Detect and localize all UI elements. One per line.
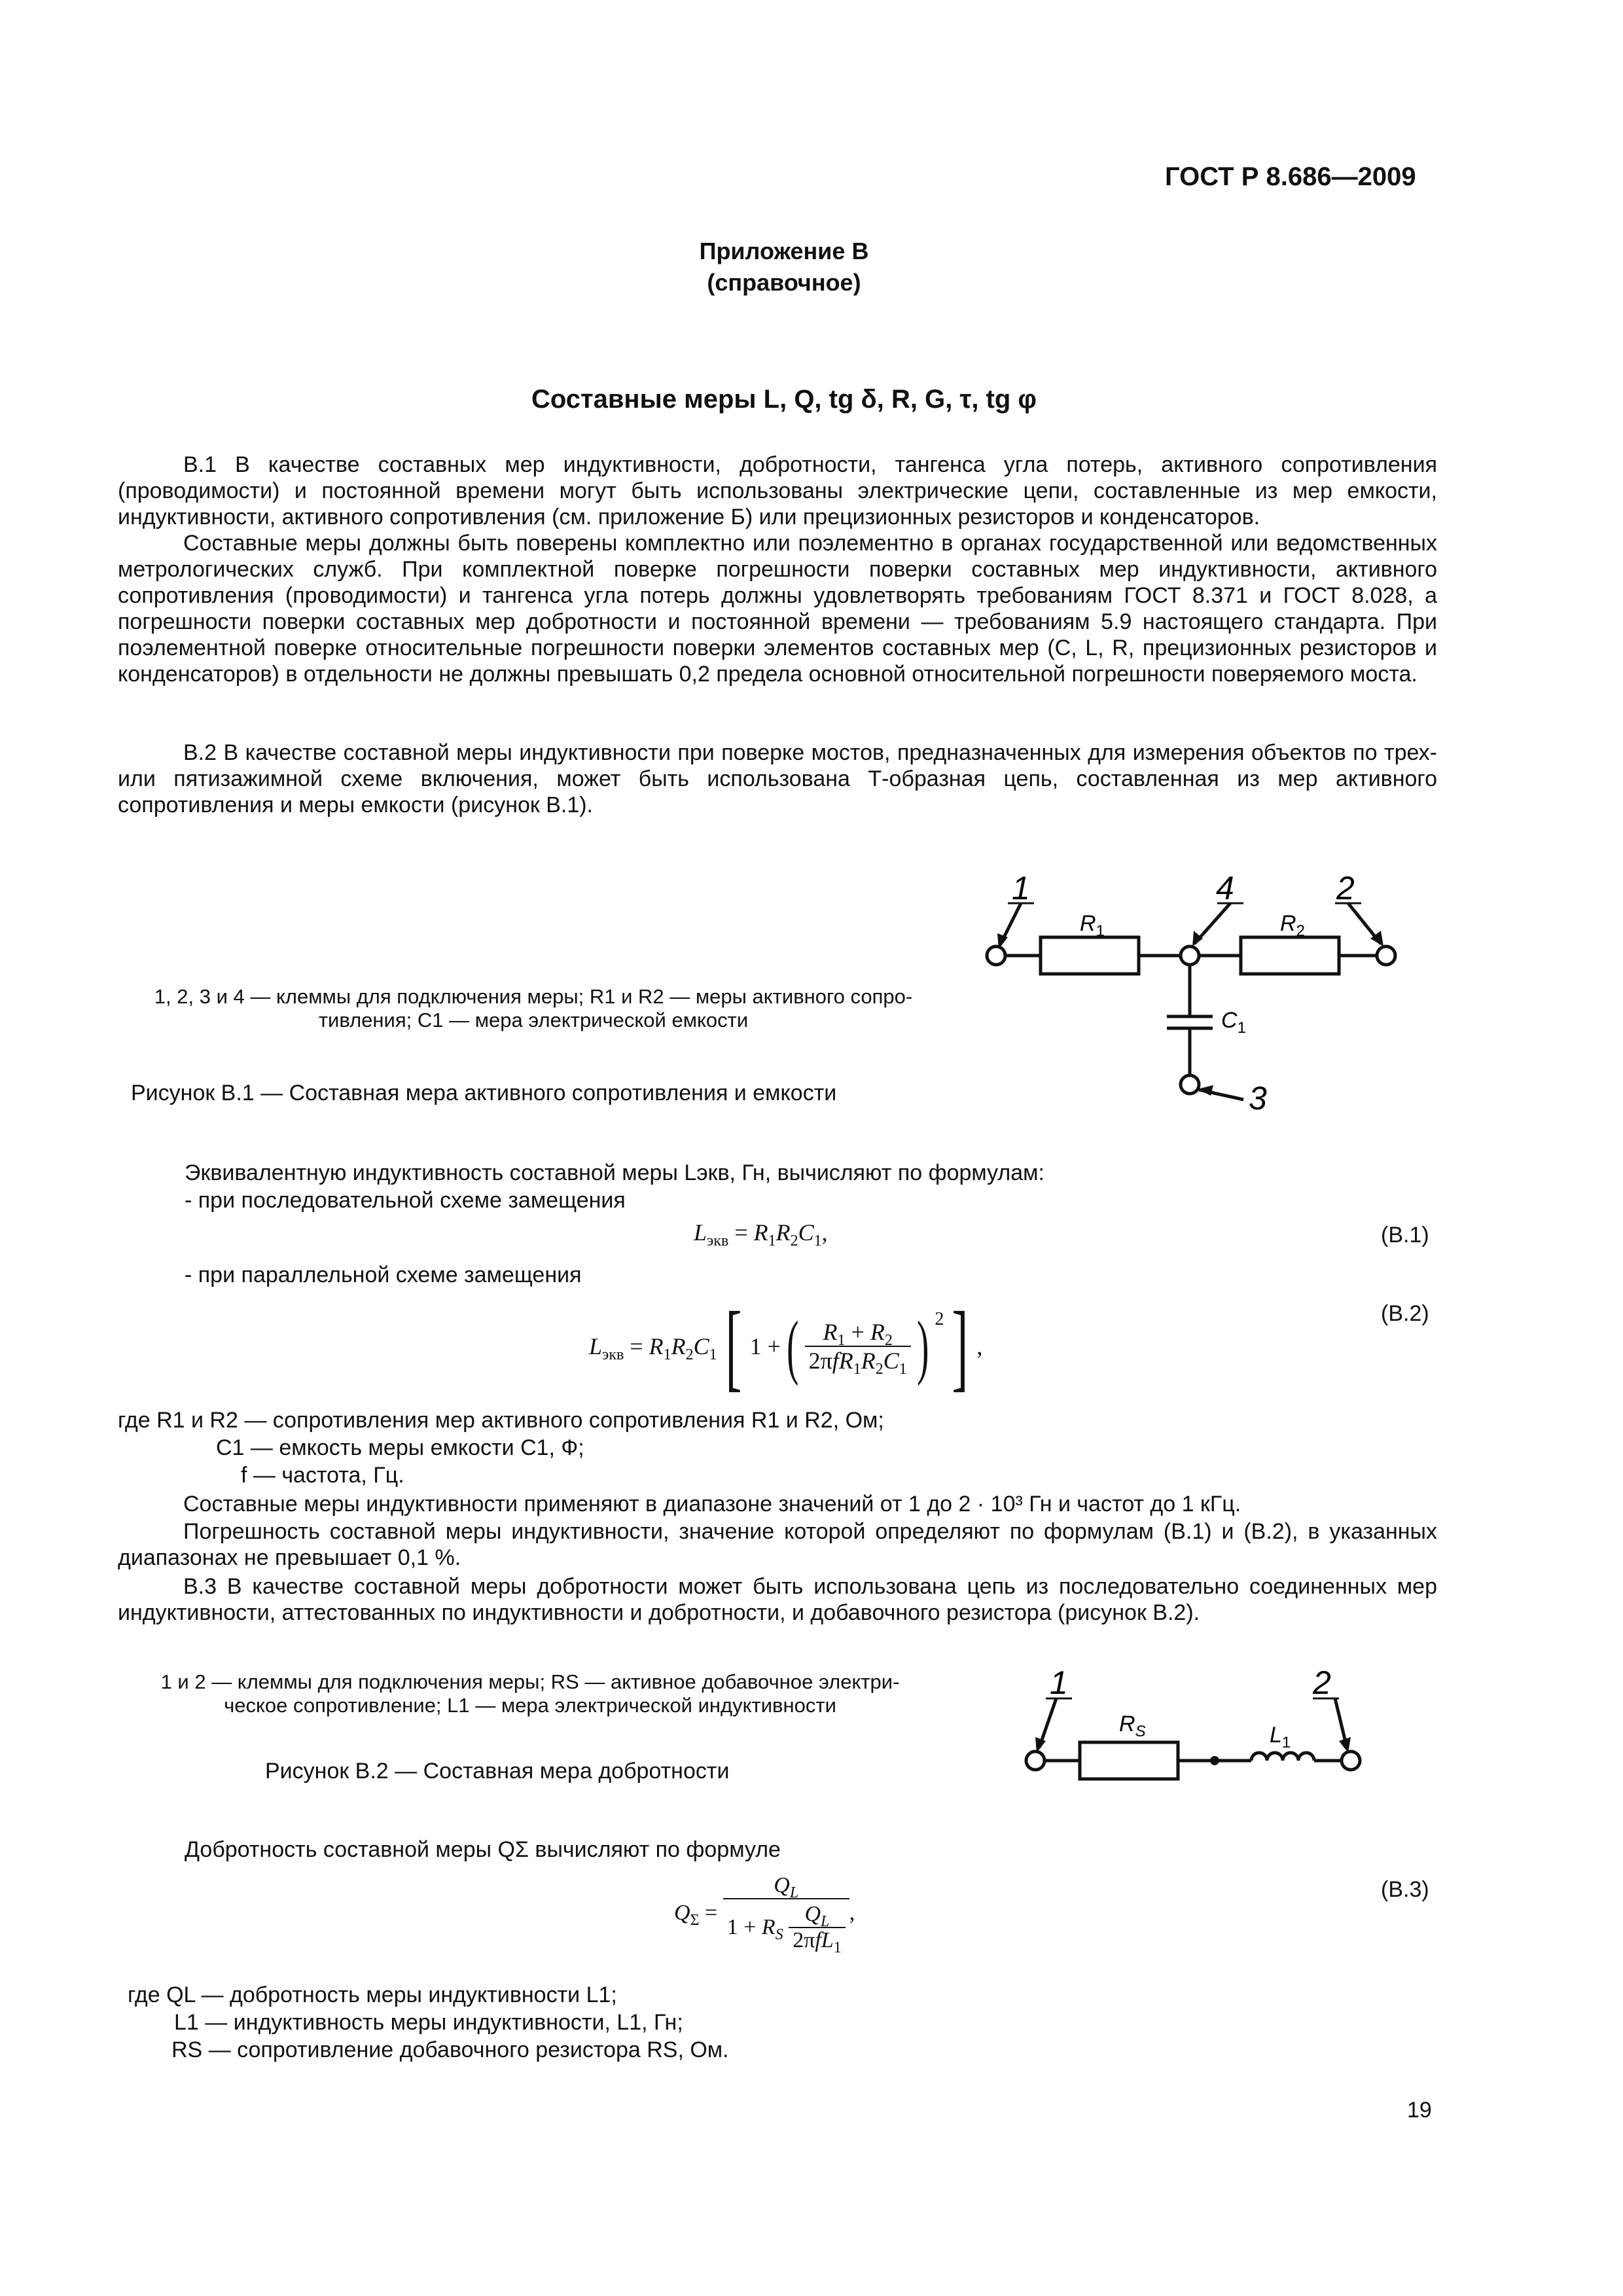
figure1-caption [118,985,949,1032]
formula-b2: $L_{экв} = R_1R_2C_1$ [ 1 + ( $\frac{R_1 + R_2}{2\pi fR_1R_2C_1}$ ) 2 ] , [589,1292,983,1401]
terminal-3 [1181,1075,1199,1094]
page-number: 19 [1407,2098,1432,2123]
label-terminal-4: 4 [1216,870,1234,906]
formula-b2-fraction: $\frac{R_1 + R_2}{2\pi fR_1R_2C_1}$ [805,1318,911,1374]
label-terminal-2: 2 [1313,1664,1331,1701]
terminal-1 [987,946,1005,965]
label-c1: $C_1$ [1221,1008,1246,1037]
eq2-number: (В.2) [1381,1301,1429,1326]
figure2-title: Рисунок В.2 — Составная мера добротности [265,1759,730,1784]
terminal-1 [1026,1751,1044,1770]
figure1-schematic [969,851,1427,1119]
terminal-2 [1342,1751,1360,1770]
section-title: Составные меры L, Q, tg δ, R, G, τ, tg φ [531,385,1037,414]
equiv-intro: Эквивалентную индуктивность составной меры Lэкв, Гн, вычисляют по формулам: [185,1160,1044,1185]
formula-b3-fraction: $Q_L$ $1 + R_S$ $\frac{Q_L}{2\pi fL_1}$ [723,1873,849,1953]
paragraph-b3: В.3 В качестве составной меры добротности может быть использована цепь из последовательно соединенных мер индуктивности, аттестованных по индуктивности и добротности, и добавочного резистора (рисунок В.2). [118,1574,1437,1625]
annex-label: Приложение В [699,238,869,264]
label-terminal-1: 1 [1012,870,1030,906]
inductor-l1 [1251,1753,1314,1761]
figure1-caption-line1: 1, 2, 3 и 4 — клеммы для подключения меры; R1 и R2 — меры активного сопро- [154,985,913,1008]
label-l1: $L_1$ [1270,1723,1291,1751]
figure2-caption-line2: ческое сопротивление; L1 — мера электрической индуктивности [224,1694,836,1717]
where-ql-def: где QL — добротность меры индуктивности L1; [128,1982,617,2007]
label-r2: $R_2$ [1280,911,1305,940]
annex-type: (справочное) [707,269,861,296]
label-rs: $R_S$ [1119,1712,1146,1740]
label-terminal-1: 1 [1050,1664,1068,1701]
resistor-rs [1080,1742,1178,1779]
terminal-4 [1181,946,1199,965]
label-r1: $R_1$ [1080,911,1105,940]
figure2-schematic [1008,1662,1387,1787]
figure1-caption-line2: тивления; C1 — мера электрической емкости [318,1009,749,1031]
document-code: ГОСТ Р 8.686—2009 [1165,162,1416,191]
where-l1-def: L1 — индуктивность меры индуктивности, L1, Гн; [174,2010,683,2035]
paragraph-range: Составные меры индуктивности применяют в диапазоне значений от 1 до 2 · 10³ Гн и частот до 1 кГц. [183,1492,1241,1516]
where-rs-def: RS — сопротивление добавочного резистора RS, Ом. [171,2037,729,2062]
label-terminal-3: 3 [1249,1080,1267,1117]
annex-heading [0,236,1568,298]
where-f-def: f — частота, Гц. [241,1463,404,1488]
where-c-def: C1 — емкость меры емкости C1, Ф; [216,1435,584,1460]
figure2-caption [105,1670,955,1717]
where-r-def: где R1 и R2 — сопротивления мер активного сопротивления R1 и R2, Ом; [118,1408,884,1433]
junction-dot [1210,1756,1219,1765]
eq1-number: (В.1) [1381,1223,1429,1247]
label-terminal-2: 2 [1336,870,1355,906]
resistor-r2 [1241,937,1339,974]
paragraph-b2: В.2 В качестве составной меры индуктивности при поверке мостов, предназначенных для измерения объектов по трех- или пятизажимной схеме включения, может быть использована Т-образная цепь, составленная из мер активного сопротивления и меры емкости (рисунок В.1). [118,740,1437,817]
resistor-r1 [1041,937,1139,974]
figure1-title: Рисунок В.1 — Составная мера активного сопротивления и емкости [131,1081,837,1105]
paragraph-accuracy: Погрешность составной меры индуктивности, значение которой определяют по формулам (В.1) и (В.2), в указанных диапазонах не превышает 0,1 %. [118,1519,1437,1570]
quality-intro: Добротность составной меры QΣ вычисляют по формуле [185,1837,781,1862]
formula-b3: $Q_\Sigma$ = $Q_L$ $1 + R_S$ $\frac{Q_L}{2\pi fL_1}$ , [674,1873,855,1956]
terminal-2 [1377,946,1395,965]
eq3-number: (В.3) [1381,1877,1429,1902]
formula-b1: $L_{экв} = R_1R_2C_1$, [694,1219,828,1250]
figure2-caption-line1: 1 и 2 — клеммы для подключения меры; RS — активное добавочное электри- [160,1670,900,1693]
paragraph-b1: В.1 В качестве составных мер индуктивности, добротности, тангенса угла потерь, активного сопротивления (проводимости) и постоянной времени могут быть использованы электрические цепи, составленные из мер емкости, индуктивности, активного сопротивления (см. приложение Б) или прецизионных резисторов и конденсаторов. [118,452,1437,529]
equiv-parallel-label: - при параллельной схеме замещения [185,1263,582,1287]
paragraph-verification: Составные меры должны быть поверены комплектно или поэлементно в органах государственной или ведомственных метрологических служб. При комплектной поверке погрешности поверки составных мер индуктивности, активного сопротивления (проводимости) и тангенса угла потерь должны удовлетворять требованиям ГОСТ 8.371 и ГОСТ 8.028, а погрешности поверки составных мер добротности и постоянной времени — требованиям 5.9 настоящего стандарта. При поэлементной поверке относительные погрешности поверки элементов составных мер (C, L, R, прецизионных резисторов и конденсаторов) в отдельности не должны превышать 0,2 предела основной относительной погрешности поверяемого моста. [118,531,1437,687]
equiv-series-label: - при последовательной схеме замещения [185,1188,626,1213]
